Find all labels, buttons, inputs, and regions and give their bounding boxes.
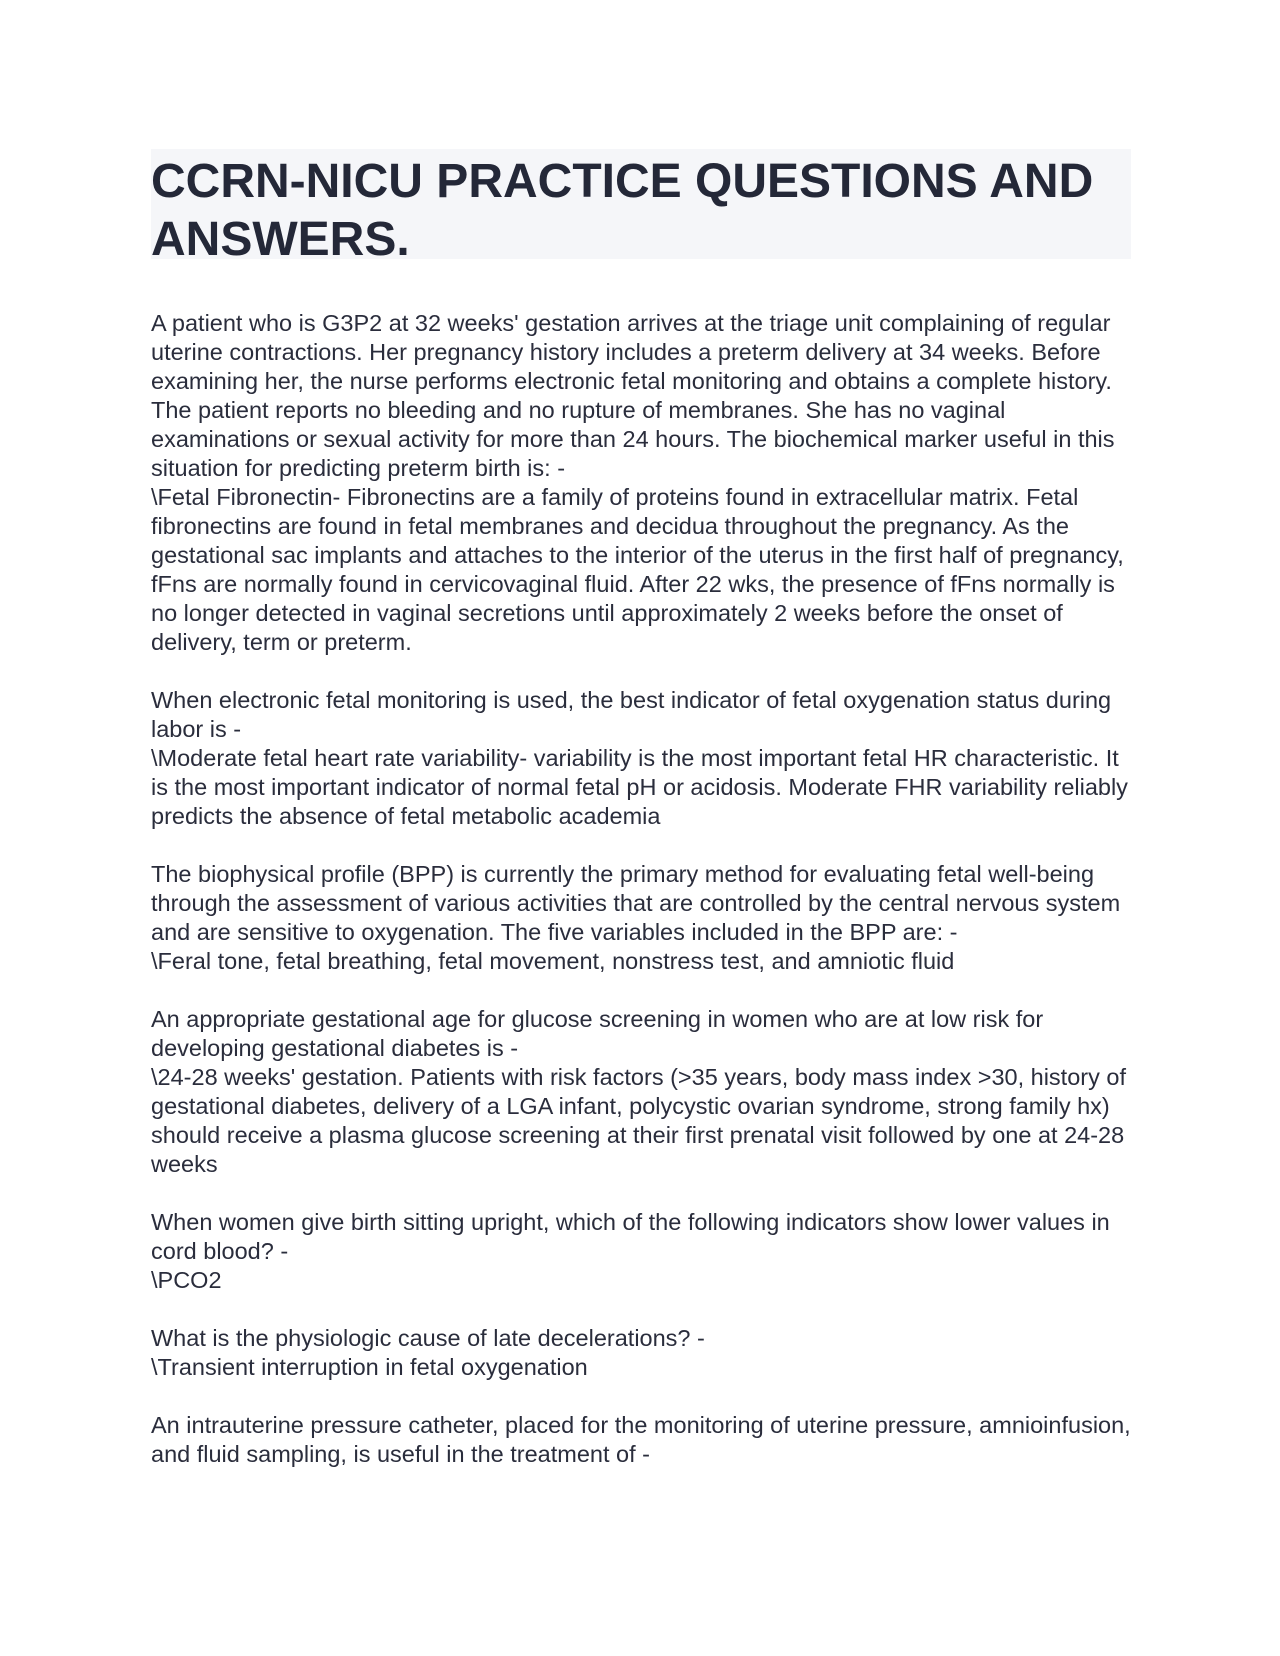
qa-item — [151, 1324, 1131, 1382]
qa-item — [151, 860, 1131, 976]
answer-text: \24-28 weeks' gestation. Patients with risk factors (>35 years, body mass index >30, history of gestational diabetes, delivery of a LGA infant, polycystic ovarian syndrome, strong family hx) should receive a plasma glucose screening at their first prenatal visit followed by one at 24-28 weeks — [151, 1064, 1126, 1177]
answer-text: \Transient interruption in fetal oxygenation — [151, 1354, 588, 1380]
title-banner — [151, 149, 1131, 266]
answer-text: \Feral tone, fetal breathing, fetal movement, nonstress test, and amniotic fluid — [151, 948, 955, 974]
qa-item — [151, 309, 1131, 657]
question-text: When electronic fetal monitoring is used, the best indicator of fetal oxygenation status during labor is - — [151, 687, 1112, 742]
answer-text: \PCO2 — [151, 1267, 222, 1293]
question-text: What is the physiologic cause of late decelerations? - — [151, 1325, 705, 1351]
question-text: A patient who is G3P2 at 32 weeks' gestation arrives at the triage unit complaining of regular uterine contractions. Her pregnancy history includes a preterm delivery at 34 weeks. Before examining her, the nurse performs electronic fetal monitoring and obtains a complete history. The patient reports no bleeding and no rupture of membranes. She has no vaginal examinations or sexual activity for more than 24 hours. The biochemical marker useful in this situation for predicting preterm birth is: - — [151, 310, 1115, 481]
page-title: CCRN-NICU PRACTICE QUESTIONS AND ANSWERS. — [151, 155, 1094, 266]
document-page — [151, 149, 1131, 1498]
qa-item — [151, 686, 1131, 831]
question-text: The biophysical profile (BPP) is currently the primary method for evaluating fetal well-being through the assessment of various activities that are controlled by the central nervous system and are sensitive to oxygenation. The five variables included in the BPP are: - — [151, 861, 1121, 945]
answer-text: \Moderate fetal heart rate variability- variability is the most important fetal HR characteristic. It is the most important indicator of normal fetal pH or acidosis. Moderate FHR variability reliably predicts the absence of fetal metabolic academia — [151, 745, 1128, 829]
question-text: An appropriate gestational age for glucose screening in women who are at low risk for developing gestational diabetes is - — [151, 1006, 1044, 1061]
qa-item — [151, 1208, 1131, 1295]
answer-text: \Fetal Fibronectin- Fibronectins are a family of proteins found in extracellular matrix. Fetal fibronectins are found in fetal membranes and decidua throughout the pregnancy. As the gestational sac implants and attaches to the interior of the uterus in the first half of pregnancy, fFns are normally found in cervicovaginal fluid. After 22 wks, the presence of fFns normally is no longer detected in vaginal secretions until approximately 2 weeks before the onset of delivery, term or preterm. — [151, 484, 1124, 655]
qa-item — [151, 1005, 1131, 1179]
qa-list — [151, 309, 1131, 1469]
question-text: An intrauterine pressure catheter, placed for the monitoring of uterine pressure, amnioinfusion, and fluid sampling, is useful in the treatment of - — [151, 1412, 1131, 1467]
question-text: When women give birth sitting upright, which of the following indicators show lower values in cord blood? - — [151, 1209, 1110, 1264]
qa-item — [151, 1411, 1131, 1469]
